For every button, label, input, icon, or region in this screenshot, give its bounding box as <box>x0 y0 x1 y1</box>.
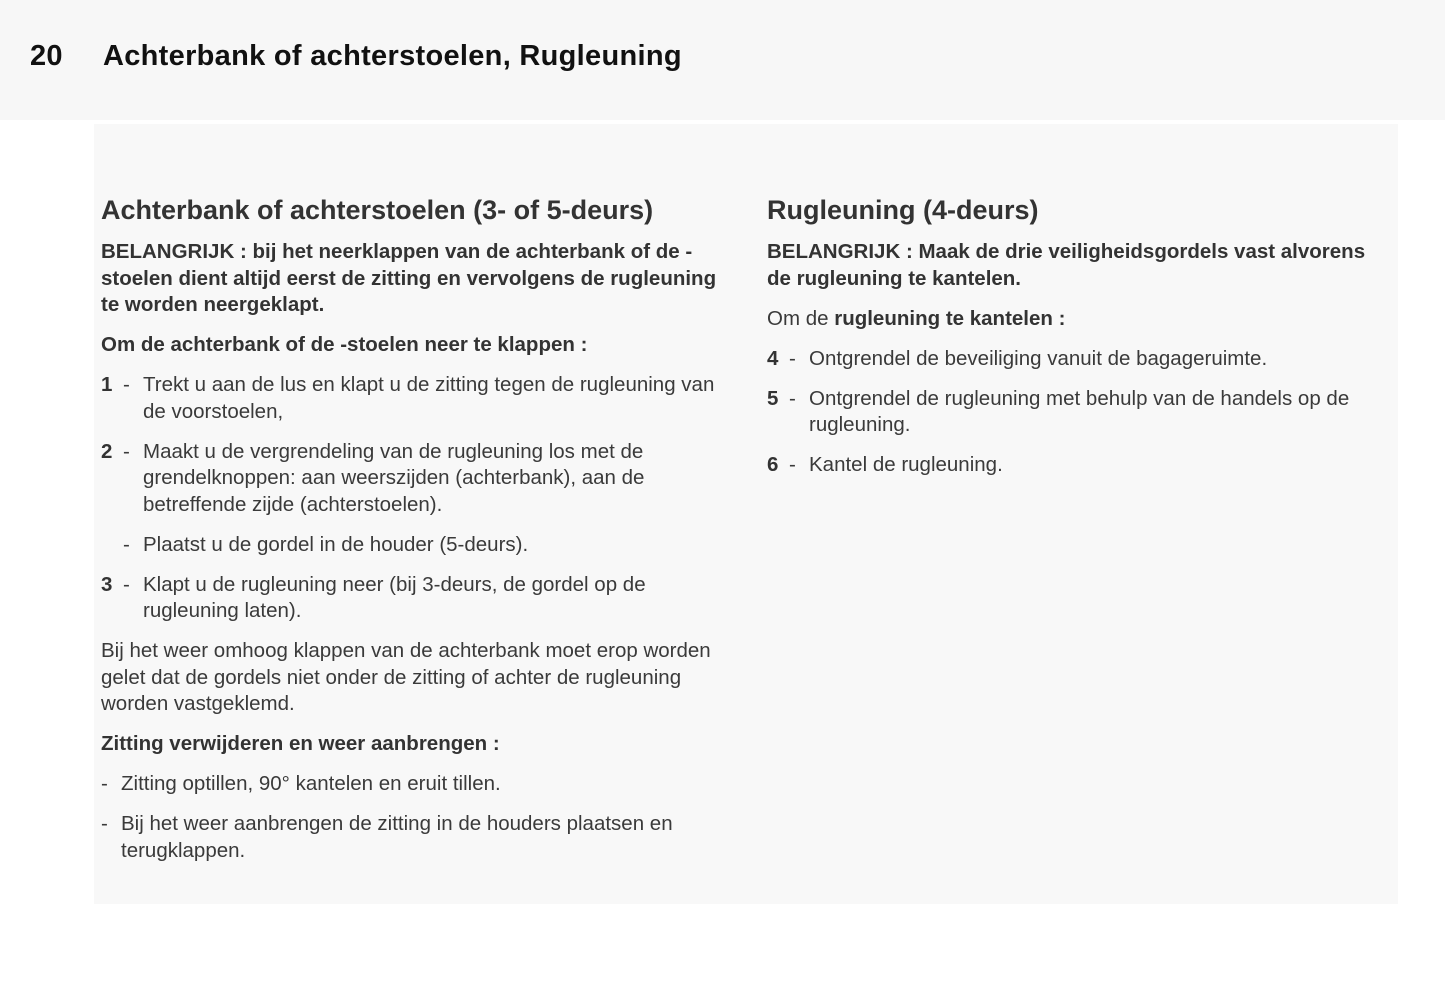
right-intro-bold: rugleuning te kantelen : <box>834 306 1066 330</box>
step-number: 2 <box>101 439 113 463</box>
right-important-note: BELANGRIJK : Maak de drie veiligheidsgordels vast alvorens de rugleuning te kantelen. <box>767 240 1366 290</box>
left-important-note: BELANGRIJK : bij het neerklappen van de achterbank of de -stoelen dient altijd eerst de zitting en vervolgens de rugleuning te worden neergeklapt. <box>101 240 717 316</box>
right-heading: Rugleuning (4-deurs) <box>767 195 1039 225</box>
step-number: 4 <box>767 346 779 370</box>
step-number: 5 <box>767 386 779 410</box>
step-text: Kantel de rugleuning. <box>809 453 1003 476</box>
bullet-text: Bij het weer aanbrengen de zitting in de houders plaatsen en terugklappen. <box>121 812 673 862</box>
step-text: Klapt u de rugleuning neer (bij 3-deurs, de gordel op de rugleuning laten). <box>143 572 646 622</box>
step-number: 6 <box>767 453 779 476</box>
step-text: Plaatst u de gordel in de houder (5-deurs). <box>143 532 529 556</box>
step-item <box>101 439 731 519</box>
step-number: 3 <box>101 572 113 596</box>
left-subheading-2: Zitting verwijderen en weer aanbrengen : <box>101 732 500 755</box>
step-dash: - <box>123 532 130 556</box>
step-item <box>101 532 731 559</box>
step-text: Ontgrendel de rugleuning met behulp van de handels op de rugleuning. <box>809 386 1350 436</box>
step-dash: - <box>123 373 130 396</box>
bullet-dash: - <box>101 772 108 795</box>
step-dash: - <box>789 386 796 410</box>
step-item <box>101 572 731 625</box>
left-note: Bij het weer omhoog klappen van de achterbank moet erop worden gelet dat de gordels niet onder de zitting of achter de rugleuning worden vastgeklemd. <box>101 639 711 715</box>
left-heading: Achterbank of achterstoelen (3- of 5-deurs) <box>101 195 654 225</box>
page-title: Achterbank of achterstoelen, Rugleuning <box>103 40 682 72</box>
page-header <box>30 40 682 73</box>
bullet-text: Zitting optillen, 90° kantelen en eruit tillen. <box>121 772 501 795</box>
left-subheading: Om de achterbank of de -stoelen neer te klappen : <box>101 333 588 356</box>
step-dash: - <box>123 572 130 596</box>
right-column <box>767 193 1377 492</box>
step-item <box>767 452 1377 479</box>
step-text: Trekt u aan de lus en klapt u de zitting tegen de rugleuning van de voorstoelen, <box>143 373 715 423</box>
step-item <box>767 386 1377 439</box>
left-column <box>101 193 731 878</box>
right-intro <box>767 306 1377 333</box>
step-item <box>101 372 731 425</box>
step-text: Maakt u de vergrendeling van de rugleuning los met de grendelknoppen: aan weerszijden (achterbank), aan de betreffende zijde (achterstoelen). <box>143 439 645 516</box>
right-intro-plain: Om de <box>767 306 835 330</box>
step-item <box>767 346 1377 373</box>
step-dash: - <box>789 346 796 370</box>
step-number: 1 <box>101 373 113 396</box>
bullet-dash: - <box>101 812 108 835</box>
step-dash: - <box>123 439 130 463</box>
bullet-item <box>101 811 731 864</box>
page-number: 20 <box>30 40 63 72</box>
step-text: Ontgrendel de beveiliging vanuit de bagageruimte. <box>809 346 1268 370</box>
bullet-item <box>101 771 731 798</box>
step-dash: - <box>789 453 796 476</box>
